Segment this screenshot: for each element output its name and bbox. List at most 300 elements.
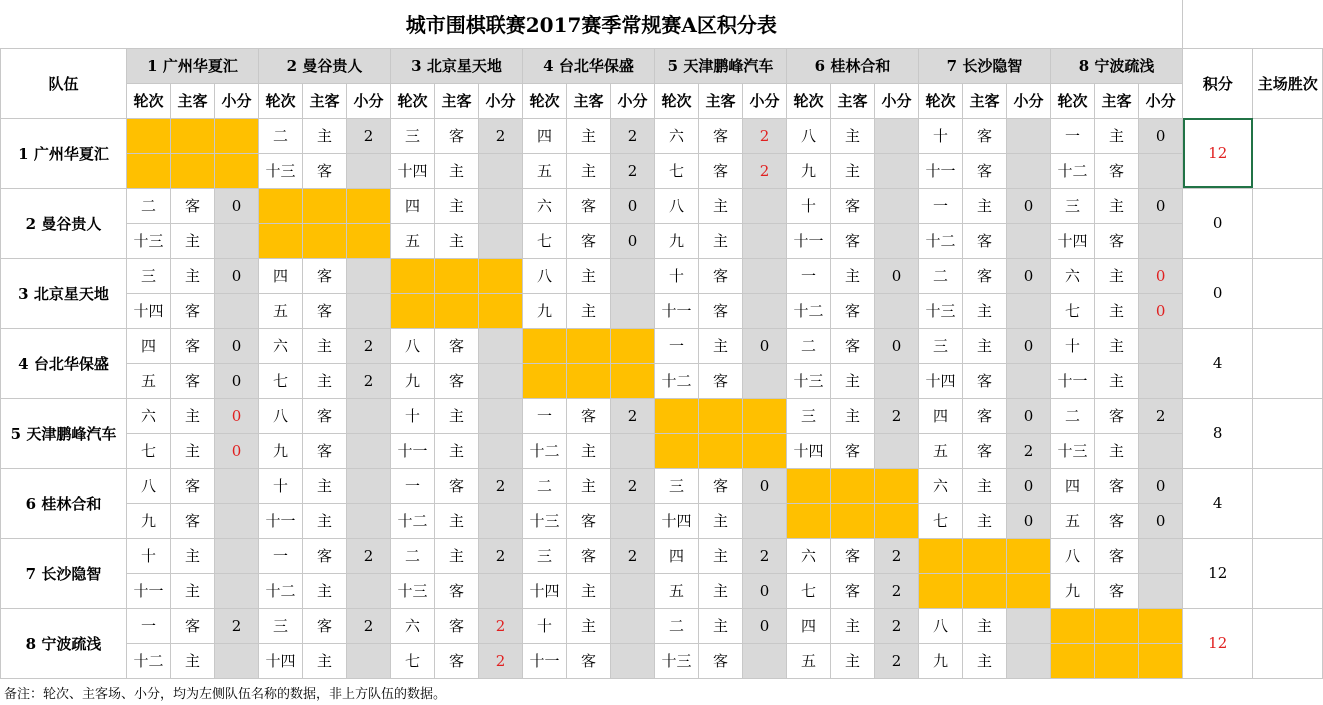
cell-score[interactable]: 2 [347, 608, 391, 643]
diagonal-cell[interactable] [1051, 608, 1095, 643]
cell-venue[interactable]: 客 [171, 293, 215, 328]
diagonal-cell[interactable] [743, 398, 787, 433]
cell-round[interactable]: 五 [523, 153, 567, 188]
cell-round[interactable]: 十一 [523, 643, 567, 678]
cell-score[interactable] [611, 573, 655, 608]
cell-venue[interactable]: 客 [567, 538, 611, 573]
cell-venue[interactable]: 主 [303, 328, 347, 363]
diagonal-cell[interactable] [1139, 608, 1183, 643]
cell-round[interactable]: 四 [259, 258, 303, 293]
diagonal-cell[interactable] [787, 503, 831, 538]
cell-round[interactable]: 八 [919, 608, 963, 643]
points-cell[interactable]: 12 [1183, 608, 1253, 678]
cell-round[interactable]: 十 [127, 538, 171, 573]
cell-venue[interactable]: 客 [435, 643, 479, 678]
cell-venue[interactable]: 主 [567, 258, 611, 293]
cell-score[interactable]: 0 [1007, 188, 1051, 223]
cell-round[interactable]: 二 [655, 608, 699, 643]
cell-round[interactable]: 十一 [787, 223, 831, 258]
cell-score[interactable] [347, 153, 391, 188]
cell-venue[interactable]: 客 [567, 188, 611, 223]
cell-venue[interactable]: 客 [435, 573, 479, 608]
cell-venue[interactable]: 客 [1095, 503, 1139, 538]
diagonal-cell[interactable] [919, 538, 963, 573]
cell-round[interactable]: 十二 [523, 433, 567, 468]
cell-score[interactable] [875, 118, 919, 153]
cell-round[interactable]: 十 [919, 118, 963, 153]
cell-venue[interactable]: 客 [567, 643, 611, 678]
cell-round[interactable]: 八 [391, 328, 435, 363]
cell-venue[interactable]: 客 [567, 223, 611, 258]
cell-round[interactable]: 九 [919, 643, 963, 678]
cell-venue[interactable]: 主 [567, 153, 611, 188]
cell-venue[interactable]: 客 [435, 118, 479, 153]
cell-score[interactable] [875, 188, 919, 223]
diagonal-cell[interactable] [699, 398, 743, 433]
home-wins-cell[interactable] [1253, 258, 1323, 328]
cell-venue[interactable]: 主 [171, 398, 215, 433]
cell-round[interactable]: 十三 [523, 503, 567, 538]
cell-round[interactable]: 十四 [523, 573, 567, 608]
cell-venue[interactable]: 主 [567, 468, 611, 503]
cell-venue[interactable]: 主 [435, 398, 479, 433]
cell-round[interactable]: 九 [787, 153, 831, 188]
cell-venue[interactable]: 客 [699, 118, 743, 153]
cell-score[interactable] [215, 468, 259, 503]
cell-round[interactable]: 七 [1051, 293, 1095, 328]
home-wins-cell[interactable] [1253, 188, 1323, 258]
cell-score[interactable]: 0 [1139, 258, 1183, 293]
cell-score[interactable]: 0 [1007, 503, 1051, 538]
cell-round[interactable]: 十四 [259, 643, 303, 678]
cell-round[interactable]: 十二 [919, 223, 963, 258]
cell-score[interactable] [1007, 223, 1051, 258]
diagonal-cell[interactable] [435, 293, 479, 328]
diagonal-cell[interactable] [831, 468, 875, 503]
cell-venue[interactable]: 主 [963, 188, 1007, 223]
cell-venue[interactable]: 客 [963, 118, 1007, 153]
diagonal-cell[interactable] [523, 328, 567, 363]
diagonal-cell[interactable] [875, 503, 919, 538]
cell-score[interactable] [347, 293, 391, 328]
cell-venue[interactable]: 客 [963, 258, 1007, 293]
cell-round[interactable]: 三 [259, 608, 303, 643]
cell-score[interactable] [611, 643, 655, 678]
cell-score[interactable]: 0 [1139, 468, 1183, 503]
cell-round[interactable]: 十 [259, 468, 303, 503]
cell-round[interactable]: 一 [127, 608, 171, 643]
points-cell[interactable]: 12 [1183, 538, 1253, 608]
home-wins-cell[interactable] [1253, 468, 1323, 538]
cell-venue[interactable]: 客 [1095, 153, 1139, 188]
cell-score[interactable]: 2 [611, 468, 655, 503]
home-wins-cell[interactable] [1253, 118, 1323, 188]
cell-venue[interactable]: 客 [303, 258, 347, 293]
cell-score[interactable]: 0 [611, 188, 655, 223]
cell-score[interactable]: 0 [1007, 328, 1051, 363]
cell-round[interactable]: 二 [391, 538, 435, 573]
cell-round[interactable]: 八 [655, 188, 699, 223]
diagonal-cell[interactable] [1139, 643, 1183, 678]
cell-venue[interactable]: 主 [699, 188, 743, 223]
cell-round[interactable]: 十四 [787, 433, 831, 468]
cell-venue[interactable]: 主 [435, 223, 479, 258]
cell-score[interactable]: 2 [875, 398, 919, 433]
cell-score[interactable]: 2 [611, 398, 655, 433]
cell-score[interactable] [479, 503, 523, 538]
cell-round[interactable]: 十四 [391, 153, 435, 188]
diagonal-cell[interactable] [831, 503, 875, 538]
cell-round[interactable]: 三 [1051, 188, 1095, 223]
diagonal-cell[interactable] [523, 363, 567, 398]
cell-score[interactable] [215, 643, 259, 678]
cell-round[interactable]: 九 [259, 433, 303, 468]
diagonal-cell[interactable] [127, 118, 171, 153]
cell-score[interactable] [1139, 223, 1183, 258]
cell-round[interactable]: 七 [919, 503, 963, 538]
cell-score[interactable] [611, 258, 655, 293]
cell-venue[interactable]: 主 [831, 153, 875, 188]
cell-venue[interactable]: 主 [171, 573, 215, 608]
points-cell[interactable]: 0 [1183, 258, 1253, 328]
cell-round[interactable]: 十三 [127, 223, 171, 258]
cell-venue[interactable]: 客 [303, 433, 347, 468]
cell-round[interactable]: 十二 [655, 363, 699, 398]
cell-round[interactable]: 十一 [1051, 363, 1095, 398]
cell-venue[interactable]: 客 [567, 398, 611, 433]
cell-venue[interactable]: 客 [699, 153, 743, 188]
cell-score[interactable]: 2 [611, 153, 655, 188]
cell-round[interactable]: 二 [127, 188, 171, 223]
diagonal-cell[interactable] [435, 258, 479, 293]
cell-venue[interactable]: 主 [435, 188, 479, 223]
cell-round[interactable]: 七 [127, 433, 171, 468]
cell-venue[interactable]: 客 [171, 503, 215, 538]
cell-venue[interactable]: 主 [699, 608, 743, 643]
diagonal-cell[interactable] [215, 153, 259, 188]
cell-score[interactable]: 0 [215, 398, 259, 433]
cell-venue[interactable]: 客 [303, 398, 347, 433]
cell-score[interactable] [875, 153, 919, 188]
cell-score[interactable]: 2 [875, 538, 919, 573]
cell-score[interactable] [479, 188, 523, 223]
cell-round[interactable]: 十 [655, 258, 699, 293]
cell-round[interactable]: 三 [919, 328, 963, 363]
cell-venue[interactable]: 主 [171, 433, 215, 468]
cell-round[interactable]: 三 [655, 468, 699, 503]
cell-round[interactable]: 十四 [127, 293, 171, 328]
cell-score[interactable]: 2 [347, 328, 391, 363]
diagonal-cell[interactable] [787, 468, 831, 503]
cell-score[interactable]: 0 [743, 468, 787, 503]
cell-round[interactable]: 八 [127, 468, 171, 503]
cell-score[interactable] [1007, 643, 1051, 678]
points-cell[interactable]: 4 [1183, 468, 1253, 538]
cell-venue[interactable]: 主 [699, 503, 743, 538]
cell-score[interactable] [1139, 433, 1183, 468]
diagonal-cell[interactable] [391, 293, 435, 328]
cell-score[interactable] [1139, 153, 1183, 188]
cell-score[interactable] [479, 398, 523, 433]
diagonal-cell[interactable] [1007, 538, 1051, 573]
cell-round[interactable]: 三 [127, 258, 171, 293]
cell-round[interactable]: 一 [391, 468, 435, 503]
cell-score[interactable] [611, 608, 655, 643]
cell-score[interactable] [1007, 293, 1051, 328]
cell-venue[interactable]: 客 [831, 328, 875, 363]
cell-venue[interactable]: 客 [1095, 398, 1139, 433]
cell-score[interactable]: 2 [875, 573, 919, 608]
cell-round[interactable]: 九 [655, 223, 699, 258]
cell-score[interactable] [479, 153, 523, 188]
cell-score[interactable]: 2 [347, 118, 391, 153]
cell-venue[interactable]: 主 [1095, 258, 1139, 293]
cell-round[interactable]: 八 [787, 118, 831, 153]
cell-score[interactable]: 2 [1007, 433, 1051, 468]
cell-round[interactable]: 八 [523, 258, 567, 293]
cell-venue[interactable]: 客 [567, 503, 611, 538]
diagonal-cell[interactable] [611, 363, 655, 398]
cell-venue[interactable]: 客 [171, 328, 215, 363]
cell-venue[interactable]: 客 [171, 608, 215, 643]
diagonal-cell[interactable] [1095, 643, 1139, 678]
cell-venue[interactable]: 客 [1095, 223, 1139, 258]
cell-round[interactable]: 十一 [655, 293, 699, 328]
cell-round[interactable]: 十一 [391, 433, 435, 468]
diagonal-cell[interactable] [347, 223, 391, 258]
cell-venue[interactable]: 主 [831, 363, 875, 398]
cell-score[interactable]: 2 [347, 538, 391, 573]
cell-score[interactable] [215, 573, 259, 608]
cell-venue[interactable]: 主 [435, 153, 479, 188]
cell-round[interactable]: 一 [919, 188, 963, 223]
cell-score[interactable] [347, 503, 391, 538]
cell-venue[interactable]: 主 [567, 118, 611, 153]
cell-score[interactable] [743, 293, 787, 328]
cell-round[interactable]: 五 [787, 643, 831, 678]
points-cell[interactable]: 12 [1183, 118, 1253, 188]
cell-score[interactable]: 2 [479, 608, 523, 643]
cell-venue[interactable]: 客 [963, 398, 1007, 433]
cell-venue[interactable]: 主 [567, 293, 611, 328]
cell-score[interactable]: 0 [1139, 118, 1183, 153]
cell-round[interactable]: 四 [127, 328, 171, 363]
cell-score[interactable]: 2 [611, 118, 655, 153]
cell-score[interactable]: 2 [611, 538, 655, 573]
cell-venue[interactable]: 主 [831, 643, 875, 678]
points-cell[interactable]: 0 [1183, 188, 1253, 258]
cell-venue[interactable]: 主 [171, 643, 215, 678]
cell-score[interactable] [347, 433, 391, 468]
cell-round[interactable]: 五 [1051, 503, 1095, 538]
cell-venue[interactable]: 客 [699, 468, 743, 503]
cell-round[interactable]: 三 [787, 398, 831, 433]
cell-round[interactable]: 七 [391, 643, 435, 678]
diagonal-cell[interactable] [259, 188, 303, 223]
diagonal-cell[interactable] [391, 258, 435, 293]
cell-score[interactable]: 2 [479, 643, 523, 678]
cell-round[interactable]: 二 [523, 468, 567, 503]
diagonal-cell[interactable] [611, 328, 655, 363]
diagonal-cell[interactable] [215, 118, 259, 153]
cell-venue[interactable]: 主 [171, 223, 215, 258]
cell-venue[interactable]: 主 [1095, 188, 1139, 223]
cell-score[interactable] [743, 258, 787, 293]
cell-score[interactable]: 0 [1139, 503, 1183, 538]
cell-venue[interactable]: 客 [435, 363, 479, 398]
diagonal-cell[interactable] [699, 433, 743, 468]
cell-round[interactable]: 十三 [919, 293, 963, 328]
cell-score[interactable] [875, 363, 919, 398]
cell-round[interactable]: 六 [523, 188, 567, 223]
cell-venue[interactable]: 主 [1095, 328, 1139, 363]
cell-score[interactable] [479, 573, 523, 608]
cell-round[interactable]: 十 [787, 188, 831, 223]
cell-round[interactable]: 四 [787, 608, 831, 643]
cell-venue[interactable]: 主 [435, 503, 479, 538]
cell-venue[interactable]: 客 [699, 363, 743, 398]
cell-venue[interactable]: 客 [699, 258, 743, 293]
diagonal-cell[interactable] [1095, 608, 1139, 643]
cell-score[interactable]: 2 [743, 118, 787, 153]
cell-venue[interactable]: 客 [831, 573, 875, 608]
cell-score[interactable] [1007, 608, 1051, 643]
cell-venue[interactable]: 主 [303, 363, 347, 398]
cell-round[interactable]: 五 [919, 433, 963, 468]
cell-round[interactable]: 十四 [1051, 223, 1095, 258]
cell-score[interactable] [347, 573, 391, 608]
cell-round[interactable]: 一 [655, 328, 699, 363]
cell-score[interactable] [479, 328, 523, 363]
diagonal-cell[interactable] [655, 398, 699, 433]
cell-score[interactable] [215, 223, 259, 258]
cell-round[interactable]: 一 [1051, 118, 1095, 153]
cell-venue[interactable]: 主 [831, 398, 875, 433]
cell-venue[interactable]: 客 [1095, 468, 1139, 503]
points-cell[interactable]: 8 [1183, 398, 1253, 468]
cell-score[interactable] [875, 293, 919, 328]
cell-score[interactable] [347, 258, 391, 293]
cell-venue[interactable]: 主 [963, 468, 1007, 503]
diagonal-cell[interactable] [963, 573, 1007, 608]
cell-score[interactable] [1139, 573, 1183, 608]
cell-round[interactable]: 五 [655, 573, 699, 608]
diagonal-cell[interactable] [127, 153, 171, 188]
cell-venue[interactable]: 主 [171, 538, 215, 573]
cell-score[interactable] [479, 433, 523, 468]
cell-venue[interactable]: 主 [831, 258, 875, 293]
cell-round[interactable]: 四 [655, 538, 699, 573]
cell-venue[interactable]: 客 [303, 293, 347, 328]
cell-score[interactable]: 0 [1007, 468, 1051, 503]
cell-round[interactable]: 九 [1051, 573, 1095, 608]
cell-score[interactable] [875, 433, 919, 468]
cell-venue[interactable]: 客 [963, 363, 1007, 398]
diagonal-cell[interactable] [1051, 643, 1095, 678]
cell-score[interactable]: 0 [215, 433, 259, 468]
cell-venue[interactable]: 客 [435, 328, 479, 363]
diagonal-cell[interactable] [347, 188, 391, 223]
cell-round[interactable]: 十四 [655, 503, 699, 538]
cell-round[interactable]: 九 [523, 293, 567, 328]
cell-round[interactable]: 四 [1051, 468, 1095, 503]
cell-round[interactable]: 七 [655, 153, 699, 188]
cell-round[interactable]: 六 [1051, 258, 1095, 293]
cell-venue[interactable]: 客 [831, 538, 875, 573]
diagonal-cell[interactable] [479, 293, 523, 328]
cell-score[interactable] [347, 643, 391, 678]
cell-score[interactable]: 2 [1139, 398, 1183, 433]
cell-venue[interactable]: 主 [1095, 363, 1139, 398]
cell-round[interactable]: 十二 [391, 503, 435, 538]
cell-venue[interactable]: 主 [963, 293, 1007, 328]
cell-venue[interactable]: 主 [303, 643, 347, 678]
cell-round[interactable]: 六 [391, 608, 435, 643]
cell-venue[interactable]: 主 [963, 503, 1007, 538]
cell-score[interactable] [347, 468, 391, 503]
cell-score[interactable] [1139, 538, 1183, 573]
cell-round[interactable]: 十三 [391, 573, 435, 608]
cell-venue[interactable]: 客 [831, 223, 875, 258]
cell-score[interactable] [215, 503, 259, 538]
cell-score[interactable] [347, 398, 391, 433]
cell-venue[interactable]: 客 [1095, 538, 1139, 573]
cell-score[interactable]: 0 [743, 608, 787, 643]
cell-round[interactable]: 七 [259, 363, 303, 398]
diagonal-cell[interactable] [655, 433, 699, 468]
cell-score[interactable] [1007, 118, 1051, 153]
cell-venue[interactable]: 主 [567, 433, 611, 468]
cell-round[interactable]: 十二 [259, 573, 303, 608]
cell-venue[interactable]: 主 [303, 468, 347, 503]
cell-round[interactable]: 七 [523, 223, 567, 258]
cell-venue[interactable]: 客 [303, 608, 347, 643]
diagonal-cell[interactable] [875, 468, 919, 503]
cell-round[interactable]: 二 [259, 118, 303, 153]
cell-score[interactable]: 2 [875, 643, 919, 678]
cell-round[interactable]: 六 [655, 118, 699, 153]
cell-score[interactable] [875, 223, 919, 258]
cell-score[interactable]: 0 [215, 363, 259, 398]
cell-round[interactable]: 九 [391, 363, 435, 398]
cell-score[interactable] [611, 433, 655, 468]
cell-venue[interactable]: 主 [699, 573, 743, 608]
cell-round[interactable]: 六 [787, 538, 831, 573]
cell-score[interactable] [743, 223, 787, 258]
cell-score[interactable]: 0 [1007, 258, 1051, 293]
cell-round[interactable]: 一 [259, 538, 303, 573]
cell-venue[interactable]: 主 [435, 433, 479, 468]
cell-venue[interactable]: 客 [963, 223, 1007, 258]
diagonal-cell[interactable] [919, 573, 963, 608]
cell-score[interactable]: 0 [875, 258, 919, 293]
home-wins-cell[interactable] [1253, 608, 1323, 678]
cell-venue[interactable]: 主 [1095, 293, 1139, 328]
cell-venue[interactable]: 主 [963, 643, 1007, 678]
diagonal-cell[interactable] [303, 223, 347, 258]
cell-venue[interactable]: 客 [435, 608, 479, 643]
cell-venue[interactable]: 客 [831, 293, 875, 328]
cell-score[interactable]: 0 [743, 573, 787, 608]
cell-score[interactable]: 0 [611, 223, 655, 258]
cell-score[interactable]: 0 [1007, 398, 1051, 433]
cell-round[interactable]: 六 [259, 328, 303, 363]
cell-venue[interactable]: 客 [831, 433, 875, 468]
cell-venue[interactable]: 主 [567, 608, 611, 643]
cell-score[interactable]: 0 [1139, 188, 1183, 223]
cell-venue[interactable]: 主 [567, 573, 611, 608]
cell-score[interactable]: 2 [875, 608, 919, 643]
